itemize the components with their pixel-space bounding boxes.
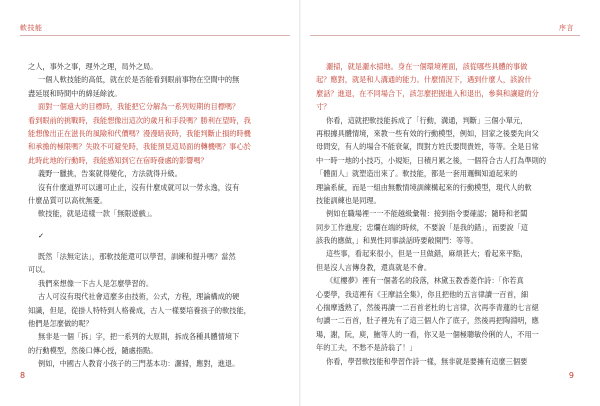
page-number: 9 — [568, 371, 574, 380]
text-line: 你看，學習軟技能和學習作詩一樣，無非就是要擁有這麼三個要 — [326, 356, 528, 366]
text-line — [28, 221, 284, 229]
text-line: 例如，中國古人教育小孩子的三門基本功：灑掃，應對，進退。 — [38, 359, 240, 369]
text-line: 義野一臘挑，告案就得變化，方法就得升級。 — [38, 169, 182, 179]
text-line: 灑掃，就是灑水掃地。身在一個環境裡面，該從哪些具體的事做 — [326, 62, 528, 71]
text-line: 年的工夫，不愁不是詩翁了！」 — [316, 343, 417, 353]
text-line: 起？應對，就是和人溝通的能力。什麼情況下，遇到什麼人，該說什 — [316, 75, 532, 85]
text-line: ✓ — [38, 230, 45, 240]
running-header: 序言 — [559, 24, 574, 32]
text-line: 盡延展和時間中的綿延餘波。 — [28, 88, 122, 98]
text-line: 瑒，謝，阮，庾，鮑等人的一看，你又是一個極聰敏伶俐的人，不用一 — [316, 329, 539, 339]
text-line: 句讀一二百首，肚子裡先有了這三個人作了底子，然後再把陶淵明，應 — [316, 316, 539, 326]
text-line: 面對一個遠大的目標時，我能把它分解為一系列短期的目標嗎？ — [38, 102, 240, 112]
text-line: 該我的應做，」和異性同事談話時要敞開門：等等。 — [316, 236, 478, 246]
text-line: 中一時一地的小技巧，小規矩，日積月累之後，一個符合古人打為準則的 — [316, 155, 547, 165]
text-line: 你看，這就把軟技能拆成了「行動，溝通，判斷」三個小單元， — [326, 115, 528, 125]
text-line: 此時此地的行動時，我能感知到它在宿時發處的影響嗎？ — [28, 155, 208, 165]
running-header: 軟技能 — [20, 24, 43, 32]
text-line: 看到眼前的挑戰時，我能想像出這次的歲月和手段嗎？勝利在望時，我 — [28, 115, 251, 125]
text-line: 一個人軟技能的高低，就在於是否能看到眼前事物在空間中的無 — [38, 75, 240, 85]
text-line: 理論系統，而是一組由無數情境訓練構起來的行動模型，現代人的軟 — [316, 182, 532, 192]
text-line: 《紅樓夢》裡有一個著名的段落，林黛玉教香菱作詩：「你若真 — [326, 276, 524, 286]
text-line: 「體面人」就塑造出來了。軟技能，都是一套用邏輯知道起來的 — [316, 169, 518, 179]
text-line: 但是沒人言傳身教，還真就是不會。 — [316, 262, 432, 272]
text-line: 和承擔的極限嗎？失敗不可避免時，我能預見這局面的轉機嗎？事心於 — [28, 142, 251, 152]
right-body-text — [316, 60, 572, 368]
text-line: 可以。 — [28, 265, 50, 275]
text-line: 無非是一個「拆」字，把一系列的大原則，拆成各種具體情境下 — [38, 332, 240, 342]
text-line: 例如在職場裡一一不能越級彙報：接到指令要確認；隨時和老闆 — [326, 209, 528, 219]
text-line: 寸？ — [316, 102, 331, 112]
text-line: 軟技能，就是這樣一款「無限遊戲」。 — [38, 209, 157, 219]
text-line: 既然「法無定法」，那軟技能還可以學習，訓練和提升嗎？當然 — [38, 252, 236, 262]
text-line: 我們來想像一下古人是怎麼學習的。 — [38, 278, 154, 288]
text-line: 麼話？進退，在不同場合下，該怎麼把握進入和退出，參與和讓避的分 — [316, 88, 539, 98]
text-line: 的行動模型，然後口傳心授，隨處指點。 — [28, 345, 158, 355]
text-line: 他們是怎麼做的呢？ — [28, 319, 93, 329]
right-page — [300, 0, 600, 406]
text-line: 再根據具體情境，來教一些有效的行動模型，例如，回家之後要先向父 — [316, 128, 539, 138]
text-line: 什麼品質可以高枕無憂。 — [28, 195, 108, 205]
text-line: 心揣摩透熟了，然後再讀一二百首老杜的七言律，次再李青蓮的七言絕 — [316, 303, 539, 313]
text-line: 能想像出正在滋長的風險和代價嗎？漫漫暗夜時，我能判斷止損的時機 — [28, 128, 251, 138]
text-line — [28, 242, 284, 250]
text-line: 沒有什麼道界可以適可止止，沒有什麼成就可以一勞永逸，沒有 — [38, 182, 240, 192]
text-line: 同步工作進度；忠爛在端的時候，不要說「是我的錯」，而要說「這 — [316, 222, 529, 232]
header-rule — [20, 35, 290, 36]
header-rule — [310, 35, 580, 36]
text-line: 這些事，看起來很小，但是一旦做錯，麻煩甚大；看起來平點， — [326, 249, 528, 259]
text-line: 技能訓練也是同理。 — [316, 195, 381, 205]
text-line: 心要學，我這裡有《王摩詰全集》，你且把他的五言律讀一百首，細 — [316, 289, 529, 299]
text-line: 母問安，有人的場合不能衰氣，問對方姓氏要問貴姓，等等。全是日常 — [316, 142, 539, 152]
text-line: 之人，事外之事，理外之理，局外之局。 — [28, 62, 158, 71]
left-body-text — [28, 60, 284, 371]
text-line: 古人可沒有現代社會這麼多由技術，公式，方程，理論構成的硬 — [38, 292, 240, 302]
page-number: 8 — [20, 371, 26, 380]
text-line: 知識，但是，從掛人特特到人格養成，古人一樣要培養孩子的軟技能， — [28, 305, 251, 315]
